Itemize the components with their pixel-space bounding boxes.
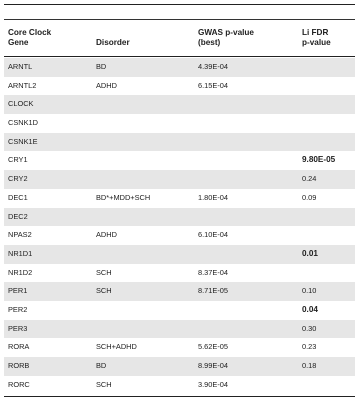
cell-disorder: SCH: [96, 286, 112, 296]
cell-gene: NR1D2: [8, 267, 33, 277]
cell-disorder: SCH: [96, 379, 112, 389]
cell-gwas: 5.62E-05: [198, 342, 228, 352]
caption-rule: [4, 19, 355, 20]
bottom-rule: [4, 396, 355, 397]
cell-li: 9.80E-05: [302, 155, 336, 165]
cell-gwas: 4.39E-04: [198, 62, 228, 71]
cell-gene: PER3: [8, 323, 28, 333]
cell-li: 0.24: [302, 174, 317, 184]
cell-gene: ARNTL2: [8, 80, 37, 90]
cell-li: 0.23: [302, 342, 317, 352]
cell-gene: NR1D1: [8, 248, 33, 258]
cell-gene: ARNTL: [8, 62, 33, 71]
cell-gene: DEC2: [8, 211, 28, 221]
header-gene: Core Clock Gene: [8, 28, 52, 47]
table-header: [4, 28, 355, 56]
table-row: [4, 357, 355, 376]
table-row: [4, 338, 355, 357]
table-row: [4, 170, 355, 189]
cell-disorder: SCH: [96, 267, 112, 277]
cell-gene: RORC: [8, 379, 30, 389]
table-row: [4, 320, 355, 339]
cell-gene: DEC1: [8, 192, 28, 202]
cell-li: 0.30: [302, 323, 317, 333]
header-gwas: GWAS p-value (best): [198, 28, 254, 47]
cell-li: 0.04: [302, 304, 318, 314]
cell-gene: CRY2: [8, 174, 28, 184]
table-row: [4, 282, 355, 301]
table-row: [4, 264, 355, 283]
cell-disorder: BD: [96, 62, 107, 71]
table-body: [4, 58, 355, 394]
cell-gene: RORA: [8, 342, 30, 352]
table-row: [4, 245, 355, 264]
cell-gwas: 6.15E-04: [198, 80, 228, 90]
cell-gene: NPAS2: [8, 230, 32, 240]
table-row: [4, 301, 355, 320]
table-row: [4, 114, 355, 133]
table-row: [4, 226, 355, 245]
cell-gwas: 8.37E-04: [198, 267, 228, 277]
cell-gwas: 8.99E-04: [198, 361, 228, 370]
cell-disorder: BD*+MDD+SCH: [96, 192, 151, 202]
table-row: [4, 208, 355, 227]
cell-gwas: 6.10E-04: [198, 230, 228, 240]
header-li: Li FDR p-value: [302, 28, 331, 47]
cell-gwas: 8.71E-05: [198, 286, 228, 296]
cell-li: 0.01: [302, 248, 318, 258]
cell-gene: CSNK1D: [8, 118, 38, 128]
table-row: [4, 376, 355, 395]
cell-gene: CRY1: [8, 155, 28, 165]
table-row: [4, 95, 355, 114]
cell-gene: PER2: [8, 304, 28, 314]
top-rule: [4, 4, 355, 5]
header-rule: [4, 56, 355, 57]
cell-li: 0.18: [302, 361, 317, 370]
cell-disorder: SCH+ADHD: [96, 342, 137, 352]
table-row: [4, 58, 355, 77]
cell-gene: PER1: [8, 286, 28, 296]
cell-disorder: BD: [96, 361, 107, 370]
cell-li: 0.09: [302, 192, 317, 202]
cell-gwas: 3.90E-04: [198, 379, 228, 389]
header-disorder: Disorder: [96, 38, 130, 47]
cell-gene: CSNK1E: [8, 136, 38, 146]
cell-gene: RORB: [8, 361, 30, 370]
table-row: [4, 151, 355, 170]
cell-li: 0.10: [302, 286, 317, 296]
cell-disorder: ADHD: [96, 230, 117, 240]
table-row: [4, 77, 355, 96]
table-row: [4, 133, 355, 152]
cell-disorder: ADHD: [96, 80, 117, 90]
table-row: [4, 189, 355, 208]
cell-gwas: 1.80E-04: [198, 192, 228, 202]
cell-gene: CLOCK: [8, 99, 34, 109]
